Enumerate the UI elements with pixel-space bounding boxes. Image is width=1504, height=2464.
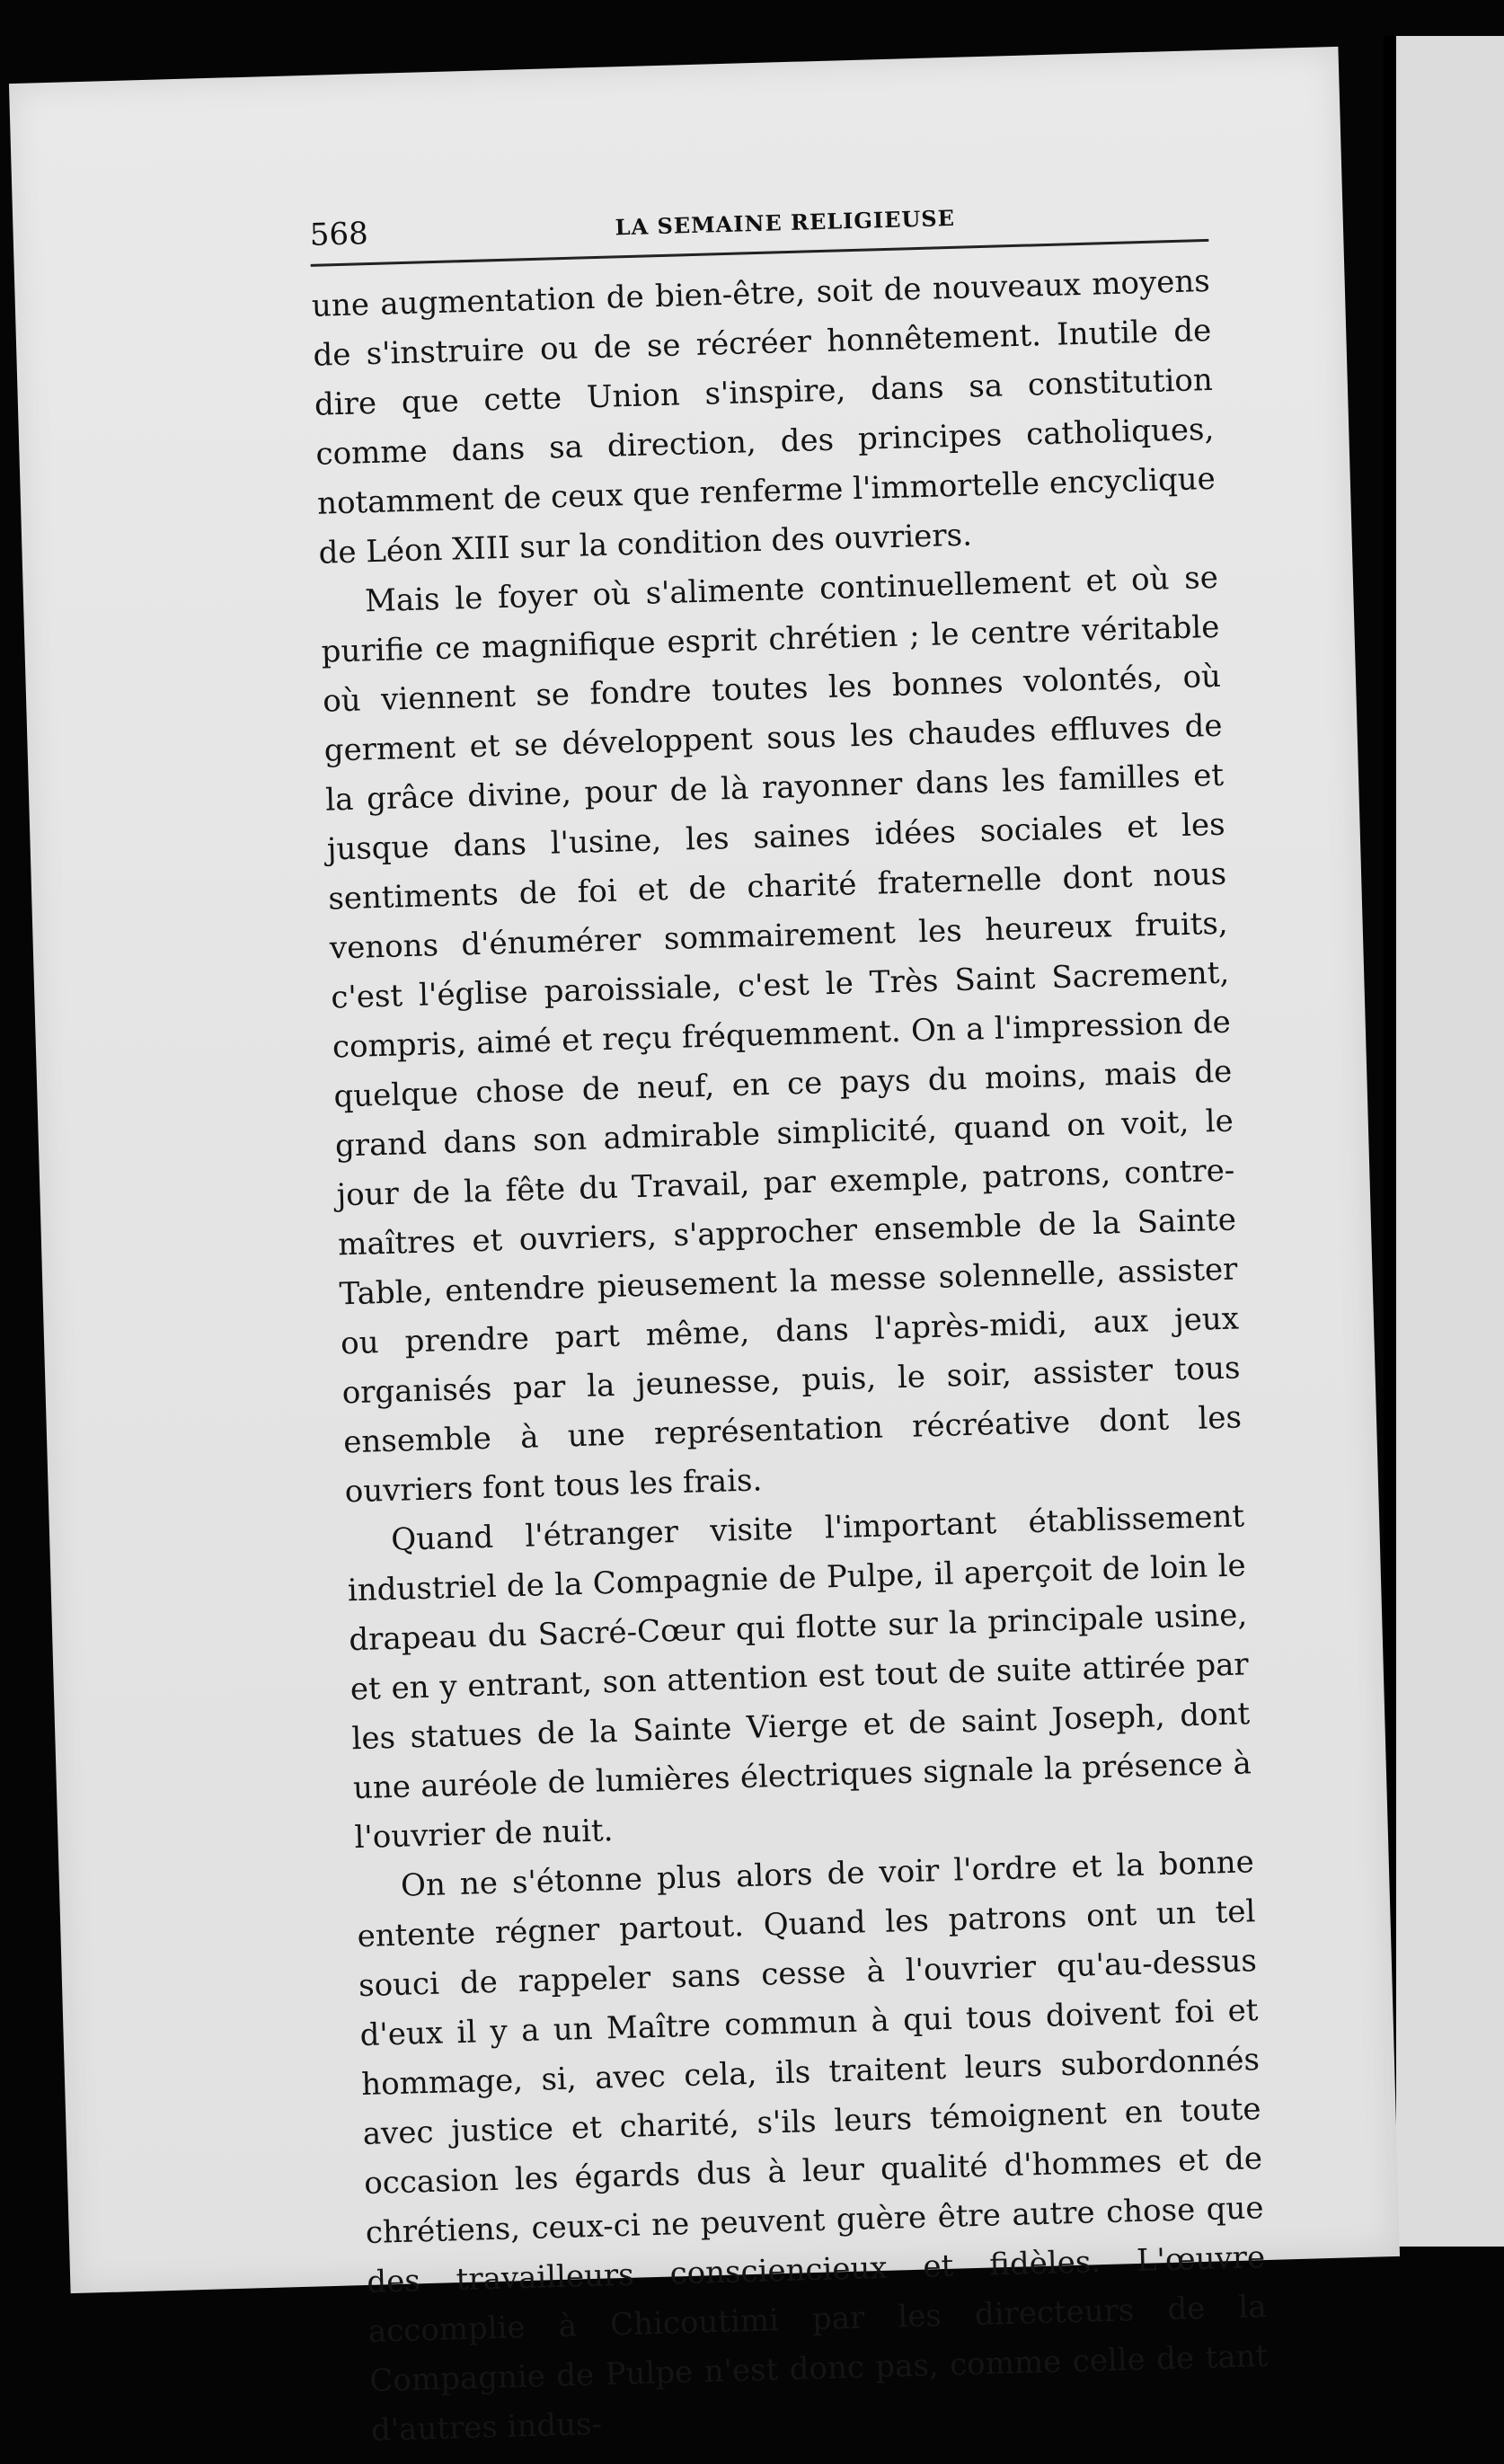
- page-number: 568: [309, 216, 369, 253]
- book-page: [9, 47, 1400, 2449]
- facing-page-edge: [1384, 36, 1504, 2247]
- paragraph-4: On ne s'étonne plus alors de voir l'ordre et la bonne entente régner partout. Quand les patrons ont un tel souci de rappeler sans cesse à l'ouvrier qu'au-dessus d'eux il y a un Maître commun à qui tous doivent foi et hommage, si, avec cela, ils traitent leurs subordonnés avec justice et charité, s'ils leurs témoignent en toute occasion les égards dus à leur qualité d'hommes et de chrétiens, ceux-ci ne peuvent guère être autre chose que des travailleurs consciencieux et fidèles. L'œuvre accomplie à Chicoutimi par les directeurs de la Compagnie de Pulpe n'est donc pas, comme celle de tant d'autres indus-: [357, 1844, 1269, 2449]
- paragraph-1: une augmentation de bien-être, soit de nouveaux moyens de s'instruire ou de se récréer honnêtement. Inutile de dire que cette Union s'inspire, dans sa constitution comme dans sa direction, des principes catholiques, notamment de ceux que renferme l'immortelle encyclique de Léon XIII sur la condition des ouvriers.: [311, 262, 1216, 572]
- paragraph-3: Quand l'étranger visite l'important établissement industriel de la Compagnie de Pulpe, il aperçoit de loin le drapeau du Sacré-Cœur qui flotte sur la principale usine, et en y entrant, son attention est tout de suite attirée par les statues de la Sainte Vierge et de saint Joseph, dont une auréole de lumières électriques signale la présence à l'ouvrier de nuit.: [347, 1498, 1252, 1857]
- paragraph-2: Mais le foyer où s'alimente continuellement et où se purifie ce magnifique esprit chrétien ; le centre véritable où viennent se fondre toutes les bonnes volontés, où germent et se développent sous les chaudes effluves de la grâce divine, pour de là rayonner dans les familles et jusque dans l'usine, les saines idées sociales et les sentiments de foi et de charité fraternelle dont nous venons d'énumérer sommairement les heureux fruits, c'est l'église paroissiale, c'est le Très Saint Sacrement, compris, aimé et reçu fréquemment. On a l'impression de quelque chose de neuf, en ce pays du moins, mais de grand dans son admirable simplicité, quand on voit, le jour de la fête du Travail, par exemple, patrons, contre-maîtres et ouvriers, s'approcher ensemble de la Sainte Table, entendre pieusement la messe solennelle, assister ou prendre part même, dans l'après-midi, aux jeux organisés par la jeunesse, puis, le soir, assister tous ensemble à une représentation récréative dont les ouvriers font tous les frais.: [321, 559, 1243, 1511]
- body-text: [311, 257, 1270, 2456]
- page-header: [309, 185, 1208, 267]
- running-head: LA SEMAINE RELIGIEUSE: [615, 204, 956, 241]
